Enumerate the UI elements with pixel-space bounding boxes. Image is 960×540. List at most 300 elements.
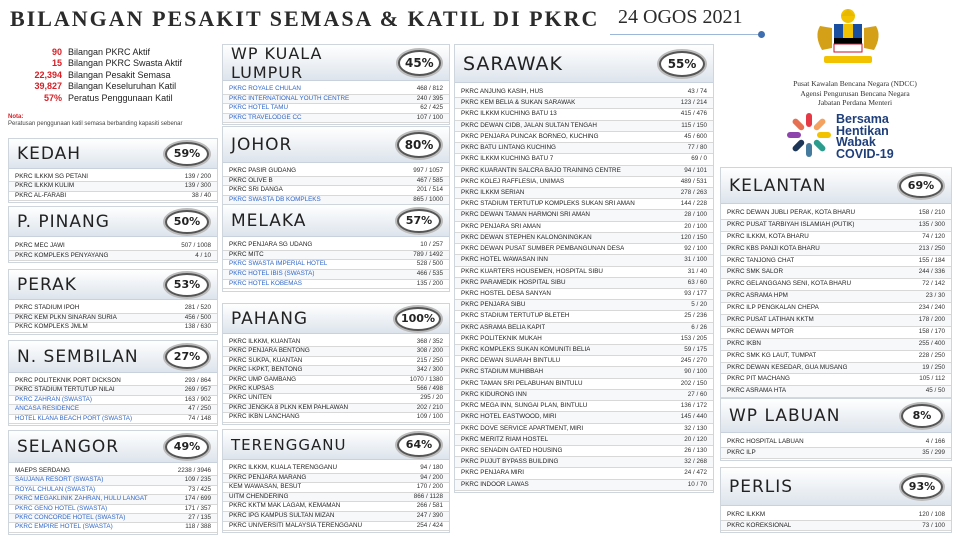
pkrc-row bbox=[721, 232, 951, 244]
pkrc-row bbox=[455, 87, 713, 98]
pkrc-row bbox=[9, 182, 217, 191]
pkrc-name: PKRC ASRAMA HPM bbox=[727, 292, 788, 300]
pkrc-name: PKRC ILP bbox=[727, 449, 756, 456]
pkrc-row bbox=[223, 404, 449, 413]
state-name: KEDAH bbox=[17, 143, 82, 164]
pkrc-row bbox=[721, 267, 951, 279]
pkrc-row bbox=[223, 85, 449, 95]
pkrc-name: PKRC DEWAN STEPHEN KALONGNINGKAN bbox=[461, 233, 592, 241]
state-name: WP LABUAN bbox=[729, 405, 841, 426]
pkrc-name: PKRC ROYALE CHULAN bbox=[229, 85, 301, 92]
panel-header bbox=[721, 468, 951, 506]
pkrc-occupancy: 31 / 40 bbox=[687, 267, 707, 275]
pkrc-row bbox=[455, 166, 713, 177]
pkrc-occupancy: 45 / 50 bbox=[925, 387, 945, 395]
pkrc-occupancy: 74 / 148 bbox=[188, 414, 211, 422]
pkrc-occupancy: 69 / 0 bbox=[691, 155, 707, 163]
pkrc-occupancy: 136 / 172 bbox=[680, 402, 707, 410]
stat-value: 39,827 bbox=[34, 81, 62, 92]
pkrc-row bbox=[223, 522, 449, 532]
pkrc-name: PKRC PENJARA SG UDANG bbox=[229, 241, 313, 248]
occupancy-percent: 64% bbox=[397, 433, 441, 457]
campaign-emblem-icon bbox=[784, 110, 834, 160]
pkrc-occupancy: 2238 / 3946 bbox=[177, 467, 211, 474]
pkrc-row bbox=[223, 376, 449, 385]
pkrc-name: PKRC HOTEL WAWASAN INN bbox=[461, 256, 548, 264]
pkrc-name: PKRC STADIUM IPOH bbox=[15, 304, 80, 311]
pkrc-name: PKRC OLIVE B bbox=[229, 176, 273, 184]
panel-pinang bbox=[8, 206, 218, 263]
pkrc-list bbox=[223, 464, 449, 531]
pkrc-occupancy: 178 / 200 bbox=[918, 316, 945, 324]
pkrc-occupancy: 368 / 352 bbox=[416, 338, 443, 345]
pkrc-row bbox=[455, 480, 713, 491]
pkrc-name: PKRC KEM BELIA & SUKAN SARAWAK bbox=[461, 99, 576, 107]
pkrc-row bbox=[455, 109, 713, 120]
panel-sarawak bbox=[454, 44, 714, 493]
pkrc-occupancy: 27 / 60 bbox=[687, 390, 707, 398]
pkrc-name: PKRC PENJARA BENTONG bbox=[229, 347, 310, 355]
pkrc-occupancy: 10 / 257 bbox=[420, 241, 443, 248]
pkrc-name: PKRC SMK SALOR bbox=[727, 268, 783, 276]
pkrc-name: PKRC ZAHRAN (SWASTA) bbox=[15, 395, 92, 403]
pkrc-occupancy: 10 / 70 bbox=[687, 480, 707, 488]
occupancy-percent: 69% bbox=[899, 174, 943, 198]
pkrc-name: PKRC UNIVERSITI MALAYSIA TERENGGANU bbox=[229, 521, 363, 529]
campaign-line: COVID-19 bbox=[836, 146, 894, 161]
covid-campaign-logo bbox=[782, 108, 942, 164]
pkrc-name: PKRC ILKKM KUCHING BATU 13 bbox=[461, 110, 557, 118]
agency-line: Jabatan Perdana Menteri bbox=[817, 98, 893, 107]
pkrc-row bbox=[455, 311, 713, 322]
stat-value: 57% bbox=[43, 92, 62, 103]
pkrc-row bbox=[455, 143, 713, 154]
pkrc-name: PKRC EMPIRE HOTEL (SWASTA) bbox=[15, 523, 113, 531]
pkrc-row bbox=[223, 385, 449, 394]
pkrc-name: PKRC ASRAMA HTA bbox=[727, 387, 787, 395]
footnote bbox=[8, 114, 223, 128]
campaign-line: Bersama bbox=[836, 112, 889, 126]
pkrc-row bbox=[223, 186, 449, 196]
pkrc-name: MAEPS SERDANG bbox=[15, 467, 70, 474]
occupancy-percent: 53% bbox=[165, 273, 209, 297]
pkrc-row bbox=[455, 323, 713, 334]
pkrc-name: PKRC ILKKM, KOTA BHARU bbox=[727, 232, 809, 240]
pkrc-row bbox=[9, 486, 217, 495]
pkrc-name: PKRC AL-FARABI bbox=[15, 191, 67, 199]
pkrc-row bbox=[721, 363, 951, 375]
state-name: SARAWAK bbox=[463, 52, 564, 75]
pkrc-name: HOTEL KLANA BEACH PORT (SWASTA) bbox=[15, 414, 133, 422]
pkrc-row bbox=[455, 199, 713, 210]
pkrc-name: PKRC PUJUT BYPASS BUILDING bbox=[461, 458, 559, 466]
pkrc-name: PKRC KEM PLKN SINARAN SURIA bbox=[15, 313, 117, 321]
pkrc-name: PKRC PENJARA SRI AMAN bbox=[461, 222, 541, 230]
occupancy-percent: 57% bbox=[397, 209, 441, 233]
pkrc-name: ROYAL CHULAN (SWASTA) bbox=[15, 485, 96, 493]
pkrc-row bbox=[9, 495, 217, 504]
pkrc-occupancy: 467 / 585 bbox=[416, 176, 443, 184]
pkrc-occupancy: 5 / 20 bbox=[691, 301, 707, 309]
pkrc-occupancy: 489 / 531 bbox=[680, 177, 707, 185]
pkrc-occupancy: 135 / 300 bbox=[918, 220, 945, 228]
pkrc-row bbox=[721, 386, 951, 398]
pkrc-row bbox=[223, 512, 449, 522]
pkrc-occupancy: 25 / 236 bbox=[684, 312, 707, 320]
pkrc-occupancy: 27 / 135 bbox=[188, 513, 211, 521]
date-divider bbox=[610, 34, 760, 35]
pkrc-name: PKRC TAMAN SRI PELABUHAN BINTULU bbox=[461, 379, 583, 387]
pkrc-row bbox=[455, 210, 713, 221]
pkrc-occupancy: 74 / 120 bbox=[922, 232, 945, 240]
pkrc-occupancy: 466 / 535 bbox=[416, 270, 443, 278]
pkrc-name: PKRC KOMPLEKS SUKAN KOMUNITI BELIA bbox=[461, 346, 591, 354]
pkrc-name: PKRC I-KPKT, BENTONG bbox=[229, 366, 303, 374]
panel-pahang bbox=[222, 303, 450, 425]
occupancy-percent: 80% bbox=[397, 132, 441, 158]
pkrc-occupancy: 281 / 520 bbox=[184, 304, 211, 311]
campaign-line: Hentikan bbox=[836, 123, 889, 138]
pkrc-row bbox=[9, 323, 217, 333]
state-name: JOHOR bbox=[231, 134, 293, 155]
pkrc-occupancy: 24 / 472 bbox=[684, 469, 707, 477]
pkrc-occupancy: 47 / 250 bbox=[188, 405, 211, 413]
pkrc-occupancy: 31 / 100 bbox=[684, 256, 707, 264]
pkrc-occupancy: 342 / 300 bbox=[416, 366, 443, 374]
pkrc-occupancy: 997 / 1057 bbox=[413, 167, 443, 174]
state-name: KELANTAN bbox=[729, 175, 827, 196]
state-name: MELAKA bbox=[231, 210, 307, 231]
pkrc-occupancy: 215 / 250 bbox=[416, 356, 443, 364]
pkrc-row bbox=[455, 457, 713, 468]
pkrc-row bbox=[455, 390, 713, 401]
pkrc-row bbox=[223, 357, 449, 366]
pkrc-list bbox=[9, 173, 217, 201]
pkrc-name: PKRC SENADIN GATED HOUSING bbox=[461, 447, 563, 454]
pkrc-row bbox=[223, 483, 449, 493]
state-name: P. PINANG bbox=[17, 211, 110, 232]
pkrc-name: PKRC PIT MACHANG bbox=[727, 375, 790, 383]
pkrc-occupancy: 32 / 130 bbox=[684, 424, 707, 432]
footnote-text: Peratusan penggunaan katil semasa berbanding kapasiti sebenar bbox=[8, 121, 183, 127]
pkrc-occupancy: 123 / 214 bbox=[680, 99, 707, 107]
pkrc-row bbox=[223, 104, 449, 114]
pkrc-name: PKRC MEGAKLINIK ZAHRAN, HULU LANGAT bbox=[15, 495, 148, 503]
summary-stats bbox=[14, 47, 182, 104]
pkrc-name: PKRC UMP GAMBANG bbox=[229, 375, 297, 383]
stat-label: Bilangan Keseluruhan Katil bbox=[68, 81, 177, 92]
pkrc-name: PKRC IPG KAMPUS SULTAN MIZAN bbox=[229, 511, 335, 519]
pkrc-occupancy: 109 / 235 bbox=[184, 476, 211, 484]
pkrc-row bbox=[9, 523, 217, 532]
occupancy-percent: 45% bbox=[398, 50, 441, 76]
pkrc-occupancy: 144 / 228 bbox=[680, 200, 707, 208]
pkrc-occupancy: 255 / 400 bbox=[918, 339, 945, 347]
pkrc-occupancy: 32 / 268 bbox=[684, 458, 707, 466]
pkrc-name: PKRC ANJUNG KASIH, HUS bbox=[461, 88, 544, 95]
pkrc-occupancy: 171 / 357 bbox=[184, 504, 211, 512]
footnote-heading: Nota: bbox=[8, 114, 24, 120]
pkrc-row bbox=[455, 121, 713, 132]
pkrc-list bbox=[455, 87, 713, 491]
panel-selangor bbox=[8, 430, 218, 535]
pkrc-occupancy: 202 / 150 bbox=[680, 379, 707, 387]
pkrc-name: PKRC KOLEJ RAFFLESIA, UNIMAS bbox=[461, 177, 565, 185]
pkrc-occupancy: 202 / 210 bbox=[416, 403, 443, 411]
panel-labuan bbox=[720, 398, 952, 461]
panel-header bbox=[455, 45, 713, 83]
panel-nsembilan bbox=[8, 340, 218, 426]
pkrc-row bbox=[455, 379, 713, 390]
pkrc-row bbox=[721, 339, 951, 351]
pkrc-row bbox=[455, 132, 713, 143]
campaign-line: Wabak bbox=[836, 135, 876, 149]
pkrc-name: PKRC MITC bbox=[229, 250, 264, 258]
pkrc-list bbox=[721, 510, 951, 531]
pkrc-row bbox=[223, 394, 449, 403]
pkrc-name: PKRC HOTEL EASTWOOD, MIRI bbox=[461, 413, 557, 421]
pkrc-occupancy: 213 / 250 bbox=[918, 244, 945, 252]
pkrc-row bbox=[455, 278, 713, 289]
pkrc-occupancy: 245 / 270 bbox=[680, 357, 707, 365]
pkrc-name: PKRC IKBN LANCHANG bbox=[229, 413, 300, 421]
date-dot bbox=[758, 31, 765, 38]
occupancy-percent: 55% bbox=[659, 51, 705, 77]
pkrc-row bbox=[455, 356, 713, 367]
panel-header bbox=[721, 399, 951, 433]
pkrc-occupancy: 94 / 101 bbox=[684, 166, 707, 174]
pkrc-name: PKRC ILKKM bbox=[727, 511, 766, 518]
agency-block bbox=[760, 79, 950, 108]
pkrc-name: PKRC SRI DANGA bbox=[229, 186, 283, 194]
pkrc-occupancy: 120 / 150 bbox=[680, 233, 707, 241]
pkrc-name: PKRC PASIR GUDANG bbox=[229, 167, 297, 174]
pkrc-occupancy: 158 / 170 bbox=[918, 327, 945, 335]
pkrc-occupancy: 139 / 200 bbox=[184, 173, 211, 180]
pkrc-name: PKRC ILKKM KULIM bbox=[15, 182, 75, 190]
pkrc-row bbox=[455, 98, 713, 109]
pkrc-name: PKRC HOTEL TAMU bbox=[229, 104, 289, 112]
pkrc-row bbox=[9, 251, 217, 261]
pkrc-row bbox=[9, 304, 217, 314]
pkrc-row bbox=[9, 405, 217, 414]
panel-header bbox=[9, 207, 217, 237]
pkrc-occupancy: 62 / 425 bbox=[420, 104, 443, 112]
stat-label: Bilangan Pesakit Semasa bbox=[68, 69, 171, 80]
pkrc-name: PKRC DOVE SERVICE APARTMENT, MIRI bbox=[461, 424, 584, 432]
pkrc-name: ANCASA RESIDENCE bbox=[15, 405, 80, 413]
pkrc-occupancy: 20 / 100 bbox=[684, 222, 707, 230]
pkrc-row bbox=[223, 167, 449, 177]
pkrc-occupancy: 295 / 20 bbox=[420, 394, 443, 402]
pkrc-occupancy: 109 / 100 bbox=[416, 413, 443, 421]
pkrc-row bbox=[9, 505, 217, 514]
pkrc-row bbox=[455, 233, 713, 244]
pkrc-occupancy: 158 / 210 bbox=[918, 209, 945, 216]
pkrc-name: PKRC MEC JAWI bbox=[15, 242, 65, 249]
pkrc-name: PKRC DEWAN KESEDAR, GUA MUSANG bbox=[727, 363, 848, 371]
pkrc-name: UITM CHENDERING bbox=[229, 492, 289, 500]
pkrc-row bbox=[721, 291, 951, 303]
pkrc-name: PKRC KUARTERS HOUSEMEN, HOSPITAL SIBU bbox=[461, 267, 603, 275]
pkrc-row bbox=[455, 345, 713, 356]
malaysia-coat-of-arms-icon bbox=[800, 6, 896, 68]
state-name: PERAK bbox=[17, 274, 77, 295]
pkrc-name: PKRC ILKKM, KUALA TERENGGANU bbox=[229, 464, 338, 471]
pkrc-name: PKRC KUARANTIN SALCRA BAJO TRAINING CENTRE bbox=[461, 166, 621, 174]
pkrc-name: PKRC DEWAN JUBLI PERAK, KOTA BHARU bbox=[727, 209, 856, 216]
agency-line: Pusat Kawalan Bencana Negara (NDCC) bbox=[793, 79, 917, 88]
pkrc-occupancy: 201 / 514 bbox=[416, 186, 443, 194]
pkrc-occupancy: 118 / 388 bbox=[185, 523, 211, 531]
pkrc-occupancy: 247 / 390 bbox=[416, 511, 443, 519]
state-name: PERLIS bbox=[729, 476, 794, 497]
pkrc-name: PKRC ASRAMA BELIA KAPIT bbox=[461, 323, 546, 331]
pkrc-occupancy: 94 / 200 bbox=[420, 473, 443, 481]
pkrc-occupancy: 865 / 1000 bbox=[413, 195, 443, 203]
pkrc-occupancy: 59 / 175 bbox=[684, 346, 707, 354]
pkrc-name: PKRC HOTEL IBIS (SWASTA) bbox=[229, 270, 315, 278]
panel-header bbox=[9, 270, 217, 300]
pkrc-occupancy: 155 / 184 bbox=[918, 256, 945, 264]
panel-header bbox=[223, 205, 449, 237]
pkrc-list bbox=[9, 304, 217, 333]
pkrc-name: PKRC TRAVELODGE CC bbox=[229, 113, 302, 121]
pkrc-name: PKRC ILKKM, KUANTAN bbox=[229, 338, 301, 345]
pkrc-name: PKRC PARAMEDIK HOSPITAL SIBU bbox=[461, 278, 566, 286]
pkrc-name: PKRC INTERNATIONAL YOUTH CENTRE bbox=[229, 94, 350, 102]
pkrc-row bbox=[721, 374, 951, 386]
panel-perak bbox=[8, 269, 218, 335]
pkrc-row bbox=[9, 173, 217, 182]
occupancy-percent: 100% bbox=[395, 307, 441, 331]
pkrc-occupancy: 139 / 300 bbox=[184, 182, 211, 190]
pkrc-row bbox=[455, 222, 713, 233]
pkrc-name: PKRC ILP PENGKALAN CHEPA bbox=[727, 304, 819, 312]
pkrc-name: PKRC PUSAT TARBIYAH ISLAMIAH (PUTIK) bbox=[727, 220, 855, 228]
pkrc-row bbox=[455, 446, 713, 457]
state-name: WP KUALA LUMPUR bbox=[231, 43, 323, 82]
pkrc-row bbox=[223, 95, 449, 105]
pkrc-occupancy: 115 / 150 bbox=[681, 121, 707, 129]
pkrc-occupancy: 72 / 142 bbox=[922, 280, 945, 288]
occupancy-percent: 59% bbox=[165, 142, 209, 166]
pkrc-name: PKRC CONCORDE HOTEL (SWASTA) bbox=[15, 513, 126, 521]
pkrc-occupancy: 145 / 440 bbox=[680, 413, 707, 421]
pkrc-name: PKRC DEWAN PUSAT SUMBER PEMBANGUNAN DESA bbox=[461, 245, 625, 253]
pkrc-name: PKRC TANJONG CHAT bbox=[727, 256, 795, 264]
pkrc-row bbox=[223, 502, 449, 512]
pkrc-row bbox=[455, 401, 713, 412]
pkrc-name: KEM WAWASAN, BESUT bbox=[229, 483, 302, 491]
pkrc-list bbox=[223, 241, 449, 289]
pkrc-row bbox=[9, 467, 217, 476]
pkrc-row bbox=[223, 347, 449, 356]
pkrc-row bbox=[455, 177, 713, 188]
pkrc-occupancy: 135 / 200 bbox=[416, 279, 443, 287]
pkrc-row bbox=[9, 514, 217, 523]
pkrc-occupancy: 23 / 30 bbox=[925, 292, 945, 300]
pkrc-occupancy: 468 / 812 bbox=[416, 85, 443, 92]
pkrc-occupancy: 93 / 177 bbox=[684, 289, 707, 297]
report-date: 24 OGOS 2021 bbox=[618, 6, 743, 28]
pkrc-row bbox=[455, 188, 713, 199]
pkrc-name: PKRC POLITEKNIK PORT DICKSON bbox=[15, 377, 121, 384]
occupancy-percent: 50% bbox=[165, 210, 209, 234]
pkrc-name: PKRC MEGA INN, SUNGAI PLAN, BINTULU bbox=[461, 402, 588, 410]
pkrc-row bbox=[455, 255, 713, 266]
pkrc-list bbox=[9, 241, 217, 261]
pkrc-occupancy: 20 / 120 bbox=[684, 435, 707, 443]
pkrc-name: PKRC POLITEKNIK MUKAH bbox=[461, 334, 542, 342]
panel-melaka bbox=[222, 204, 450, 292]
pkrc-name: PKRC KOMPLEKS JMLM bbox=[15, 323, 88, 330]
panel-header bbox=[9, 139, 217, 169]
pkrc-occupancy: 6 / 26 bbox=[691, 323, 707, 331]
pkrc-row bbox=[9, 476, 217, 485]
pkrc-row bbox=[455, 435, 713, 446]
pkrc-row bbox=[721, 448, 951, 459]
pkrc-occupancy: 43 / 74 bbox=[687, 88, 707, 95]
state-name: N. SEMBILAN bbox=[17, 346, 139, 367]
pkrc-occupancy: 234 / 240 bbox=[918, 304, 945, 312]
panel-johor bbox=[222, 126, 450, 207]
pkrc-name: PKRC BATU LINTANG KUCHING bbox=[461, 144, 556, 152]
pkrc-name: PKRC PENJARA SIBU bbox=[461, 301, 526, 309]
pkrc-row bbox=[9, 241, 217, 251]
occupancy-percent: 27% bbox=[165, 345, 209, 369]
pkrc-row bbox=[455, 267, 713, 278]
panel-kl bbox=[222, 44, 450, 125]
pkrc-name: SAUJANA RESORT (SWASTA) bbox=[15, 476, 104, 484]
pkrc-row bbox=[721, 327, 951, 339]
stat-row bbox=[14, 47, 182, 58]
pkrc-name: PKRC STADIUM TERTUTUP KOMPLEKS SUKAN SRI AMAN bbox=[461, 200, 635, 208]
stat-value: 22,394 bbox=[34, 69, 62, 80]
pkrc-name: PKRC PUSAT LATIHAN KKTM bbox=[727, 316, 814, 324]
pkrc-name: PKRC KOMPLEKS PENYAYANG bbox=[15, 252, 109, 259]
pkrc-occupancy: 28 / 100 bbox=[684, 211, 707, 219]
pkrc-name: PKRC DEWAN CIDB, JALAN SULTAN TENGAH bbox=[461, 121, 597, 129]
pkrc-row bbox=[223, 280, 449, 290]
stat-value: 90 bbox=[51, 47, 62, 57]
pkrc-occupancy: 107 / 100 bbox=[416, 113, 443, 121]
pkrc-occupancy: 308 / 200 bbox=[416, 347, 443, 355]
occupancy-percent: 49% bbox=[165, 435, 209, 459]
pkrc-occupancy: 4 / 166 bbox=[925, 438, 945, 445]
pkrc-name: PKRC GELANGGANG SENI, KOTA BHARU bbox=[727, 280, 852, 288]
pkrc-row bbox=[721, 351, 951, 363]
pkrc-name: PKRC ILKKM KUCHING BATU 7 bbox=[461, 155, 554, 163]
pkrc-occupancy: 415 / 476 bbox=[680, 110, 707, 118]
pkrc-occupancy: 293 / 864 bbox=[184, 377, 211, 384]
pkrc-row bbox=[721, 315, 951, 327]
pkrc-list bbox=[223, 167, 449, 205]
pkrc-name: PKRC IKBN bbox=[727, 339, 761, 347]
pkrc-name: PKRC HOTEL KOBEMAS bbox=[229, 279, 302, 287]
state-name: PAHANG bbox=[231, 308, 309, 329]
pkrc-occupancy: 19 / 250 bbox=[922, 363, 945, 371]
panel-header bbox=[223, 304, 449, 334]
pkrc-occupancy: 244 / 336 bbox=[918, 268, 945, 276]
pkrc-name: PKRC PENJARA PUNCAK BORNEO, KUCHING bbox=[461, 132, 599, 140]
pkrc-name: PKRC INDOOR LAWAS bbox=[461, 480, 529, 488]
pkrc-occupancy: 63 / 60 bbox=[687, 278, 707, 286]
pkrc-name: PKRC UNITEN bbox=[229, 394, 272, 402]
pkrc-row bbox=[721, 279, 951, 291]
pkrc-row bbox=[9, 386, 217, 395]
pkrc-occupancy: 1070 / 1380 bbox=[409, 375, 443, 383]
